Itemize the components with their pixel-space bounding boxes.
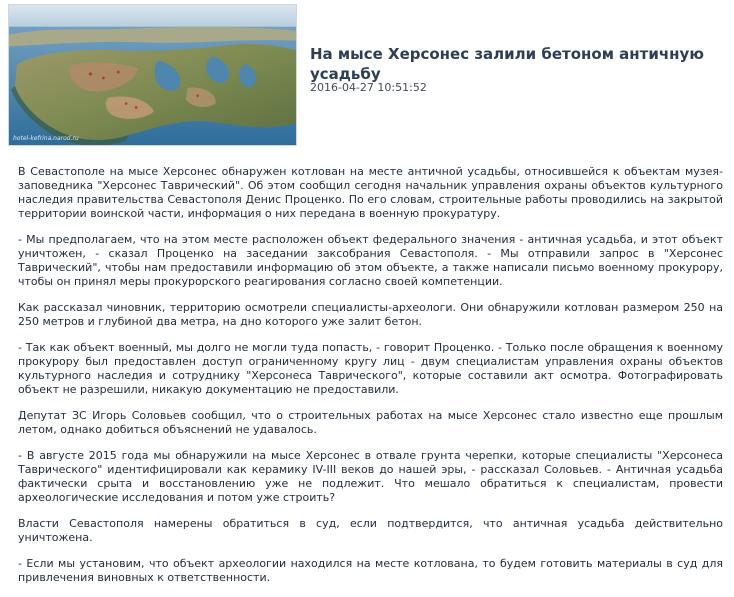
article-paragraph: Как рассказал чиновник, территорию осмотрели специалисты-археологи. Они обнаружили котлован размером 250 на 250 метров и глубиной два метра, на дно которого уже залит бетон.	[18, 301, 723, 328]
article-body	[18, 165, 723, 597]
article-paragraph: Депутат ЗС Игорь Соловьев сообщил, что о строительных работах на мысе Херсонес стало известно еще прошлым летом, однако добиться объяснений не удавалось.	[18, 409, 723, 436]
aerial-photo-sevastopol	[9, 5, 296, 145]
article-paragraph: - Так как объект военный, мы долго не могли туда попасть, - говорит Проценко. - Только после обращения к военному прокурору был предоставлен доступ ограниченному кругу лиц - двум специалистам управления охраны объектов культурного наследия и сотруднику "Херсонеса Таврического", которые составили акт осмотра. Фотографировать объект не разрешили, никакую документацию не предоставили.	[18, 341, 723, 396]
article-paragraph: Власти Севастополя намерены обратиться в суд, если подтвердится, что античная усадьба действительно уничтожена.	[18, 517, 723, 544]
article-image	[8, 4, 297, 146]
image-watermark: hotel-kefrina.narod.ru	[13, 135, 79, 142]
article-paragraph: - В августе 2015 года мы обнаружили на мысе Херсонес в отвале грунта черепки, которые специалисты "Херсонеса Таврического" идентифицировали как керамику IV-III веков до нашей эры, - рассказал Соловьев. - Античная усадьба фактически срыта и восстановлению уже не подлежит. Что мешало обратиться к специалистам, провести археологические исследования и потом уже строить?	[18, 449, 723, 504]
article-paragraph: В Севастополе на мысе Херсонес обнаружен котлован на месте античной усадьбы, относившейся к объектам музея-заповедника "Херсонес Таврический". Об этом сообщил сегодня начальник управления охраны объектов культурного наследия правительства Севастополя Денис Проценко. По его словам, строительные работы проводились на закрытой территории воинской части, информация о них передана в военную прокуратуру.	[18, 165, 723, 220]
article-paragraph: - Мы предполагаем, что на этом месте расположен объект федерального значения - античная усадьба, и этот объект уничтожен, - сказал Проценко на заседании заксобрания Севастополя. - Мы отправили запрос в "Херсонес Таврический", чтобы нам предоставили информацию об этом объекте, а также написали письмо военному прокурору, чтобы он принял меры прокурорского реагирования согласно своей компетенции.	[18, 233, 723, 288]
article-paragraph: - Если мы установим, что объект археологии находился на месте котлована, то будем готовить материалы в суд для привлечения виновных к ответственности.	[18, 557, 723, 584]
article-date: 2016-04-27 10:51:52	[310, 81, 427, 94]
article-title[interactable]: На мысе Херсонес залили бетоном античную усадьбу	[310, 45, 704, 83]
